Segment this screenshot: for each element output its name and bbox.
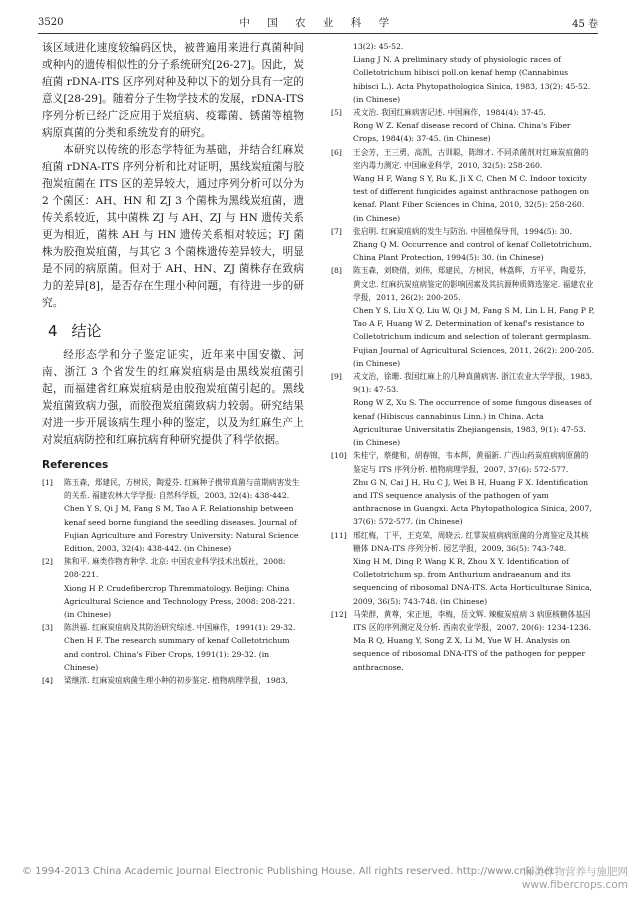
reference-number: [2]: [42, 557, 53, 567]
reference-text: 梁继浓. 红麻炭疽病菌生理小种的初步鉴定. 植物病理学报，1983,: [64, 676, 288, 686]
reference-number: [11]: [331, 530, 347, 540]
reference-number: [10]: [331, 451, 347, 461]
body-paragraph: 经形态学和分子鉴定证实，近年来中国安徽、河南、浙江 3 个省发生的红麻炭疽病是由黑线炭疽菌引起，而福建省红麻炭疽病是由胶孢炭疽菌引起的。黑线炭疽菌致病力强，而胶孢炭疽菌致病力较弱。研究结果对进一步开展该病生理小种的鉴定，以及为红麻生产上对炭疽病防控和红麻抗病育种研究提供了科学依据。: [42, 349, 304, 446]
reference-text: Rong W Z, Xu S. The occurrence of some fungous diseases of kenaf (Hibiscus cannabinus Linn.) in China. Acta Agriculturae Universitatis Zhejiangensis, 1983, 9(1): 47-53. (in Chinese): [353, 398, 592, 448]
reference-text: Zhang Q M. Occurrence and control of kenaf Colletotrichum. China Plant Protection, 1994(5): 30. (in Chinese): [353, 240, 592, 263]
watermark: [522, 866, 628, 892]
reference-continuation: 13(2): 45-52.: [353, 42, 404, 51]
reference-text: Zhu G N, Cai J H, Hu C J, Wei B H, Huang F X. Identification and ITS sequence analysis of the pathogen of yam anthracnose in Guangxi. Acta Phytopathologica Sinica, 2007, 37(6): 572-577. (in Chinese): [353, 477, 592, 527]
references-heading: References: [42, 459, 109, 471]
left-column: [42, 40, 304, 687]
reference-item: [331, 146, 595, 225]
running-header: [38, 14, 598, 30]
reference-item: [331, 106, 595, 146]
reference-text: 陈玉森，刘晓倩，刘伟，郑建民，方树民，林荔辉，方平平，陶爱芬，黄文忠. 红麻抗炭疽病鉴定的影响因素及其抗源种质筛选鉴定. 福建农业学报，2011, 26(2): 200-205.: [353, 266, 594, 302]
reference-text: 王会芳，王三勇，高凯，古训聪，陈绵才. 不同杀菌剂对红麻炭疽菌的室内毒力测定. 中国麻业科学，2010, 32(5): 258-260.: [353, 147, 589, 170]
reference-text: Xing H M, Ding P, Wang K R, Zhou X Y. Identification of Colletotrichum sp. from Anthurium andraeanum and its sequencing of ribosomal DNA-ITS. Acta Horticulturae Sinica, 2009, 36(5): 743-748. (in Chinese): [353, 556, 592, 606]
reference-number: [3]: [42, 623, 53, 633]
reference-item: [331, 608, 595, 674]
reference-number: [1]: [42, 478, 53, 487]
reference-text: 陈洪福. 红麻炭疽病及其防治研究综述. 中国麻作，1991(1): 29-32.: [64, 623, 296, 633]
reference-text: Chen Y S, Liu X Q, Liu W, Qi J M, Fang S M, Lin L H, Fang P P, Tao A F, Huang W Z. Determination of kenaf's resistance to Colletotrichum indicum and selection of tolerant germplasm. Fujian Journal of Agricultural Sciences, 2011, 26(2): 200-205. (in Chinese): [353, 306, 595, 368]
reference-text: Xiong H P. Crudefibercrop Thremmatology. Beijing: China Agricultural Science and Technology Press, 2008: 208-221. (in Chinese): [64, 583, 296, 620]
reference-text: 陈玉森，郑建民，方树民，陶爱芬. 红麻种子携带真菌与苗期病害发生的关系. 福建农林大学学报: 自然科学版，2003, 32(4): 438-442.: [64, 478, 300, 501]
reference-item: [42, 674, 304, 687]
reference-number: [6]: [331, 147, 342, 157]
header-rule: [38, 33, 598, 34]
reference-number: [9]: [331, 372, 342, 382]
reference-text: 熊和平. 麻类作物育种学. 北京: 中国农业科学技术出版社，2008: 208-221.: [64, 557, 286, 580]
reference-text: 戎文治，徐珊. 我国红麻上的几种真菌病害. 浙江农业大学学报，1983, 9(1): 47-53.: [353, 372, 593, 395]
reference-list: [42, 476, 304, 687]
reference-number: [5]: [331, 108, 342, 118]
reference-text: Chen Y S, Qi J M, Fang S M, Tao A F. Relationship between kenaf seed borne fungiand the seedling diseases. Journal of Fujian Agriculture and Forestry University: Natural Science Edition, 2003, 32(4): 438-442. (in Chinese): [64, 504, 299, 554]
reference-number: [4]: [42, 676, 53, 686]
reference-item: [42, 555, 304, 621]
watermark-name: 麻类作物营养与施肥网: [523, 866, 628, 878]
journal-title: 中 国 农 业 科 学: [239, 16, 397, 29]
reference-text: Ma R Q, Huang Y, Song Z X, Li M, Yue W H. Analysis on sequence of ribosomal DNA-ITS of the pathogen for pepper anthracnose.: [353, 636, 586, 672]
body-paragraph: 该区域进化速度较编码区快，被普遍用来进行真菌种间或种内的遗传相似性的分子系统研究[26-27]。因此，炭疽菌 rDNA-ITS 区序列对种及种以下的划分具有一定的意义[28-29]。随着分子生物学技术的发展，rDNA-ITS 序列分析已经广泛应用于炭疽病、疫霉菌、锈菌等植物病原真菌的分类和系统发育的研究。: [42, 42, 304, 139]
reference-item: [331, 529, 595, 608]
page-number: 3520: [38, 16, 64, 28]
reference-item: [42, 476, 304, 555]
reference-number: [12]: [331, 609, 347, 619]
reference-number: [7]: [331, 226, 342, 236]
reference-text: Chen H F. The research summary of kenaf Colletotrichum and control. China's Fiber Crops, 1991(1): 29-32. (in Chinese): [64, 636, 290, 672]
reference-number: [8]: [331, 266, 342, 276]
reference-text: 张启明. 红麻炭疽病的发生与防治. 中国植保导刊，1994(5): 30.: [353, 226, 572, 236]
reference-continuation: Liang J N. A preliminary study of physiologic races of Colletotrichum hibisci poll.on kenaf hemp (Cannabinus hibisci L.). Acta Phytopathologica Sinica, 1983, 13(2): 45-52. (in Chinese): [353, 55, 591, 104]
reference-text: 邢红梅，丁平，王克荣，周晓云. 红掌炭疽病病原菌的分离鉴定及其核糖体 DNA-ITS 序列分析. 园艺学报，2009, 36(5): 743-748.: [353, 530, 589, 553]
watermark-url: www.fibercrops.com: [521, 879, 628, 891]
right-column: [331, 40, 595, 674]
reference-text: 戎文治. 我国红麻病害记述. 中国麻作，1984(4): 37-45.: [353, 108, 546, 118]
reference-list: [331, 106, 595, 674]
section-heading: [48, 320, 304, 341]
reference-text: Wang H F, Wang S Y, Ru K, Ji X C, Chen M C. Indoor toxicity test of different fungicides against anthracnose pathogen on kenaf. Plant Fiber Sciences in China, 2010, 32(5): 258-260. (in Chinese): [353, 174, 590, 223]
reference-text: 朱桂宁，蔡健和，胡春锦，韦本辉，黄福新. 广西山药炭疽病病原菌的鉴定与 ITS 序列分析. 植物病理学报，2007, 37(6): 572-577.: [353, 451, 589, 474]
reference-text: 马荣群，黄尊，宋正旭，李梅，岳文辉. 辣椒炭疽病 3 病原核糖体基因 ITS 区的序列测定及分析. 西南农业学报，2007, 20(6): 1234-1236.: [353, 609, 592, 632]
section-title: 结论: [71, 322, 102, 340]
copyright-text: © 1994-2013 China Academic Journal Electronic Publishing House. All rights reserved. http://www.cnki.net: [22, 866, 554, 877]
body-paragraph: 本研究以传统的形态学特征为基础，并结合红麻炭疽菌 rDNA-ITS 序列分析和比对证明，黑线炭疽菌与胶孢炭疽菌在 ITS 区的差异较大，通过序列分析可以分为 2 个菌区：AH、HN 和 ZJ 3 个菌株为黑线炭疽菌，遗传关系较近，其中菌株 ZJ 与 AH、ZJ 与 HN 遗传关系更为相近，菌株 AH 与 HN 遗传关系相对较远；FJ 菌株为胶孢炭疽菌，与其它 3 个菌株遗传差异较大，明显是不同的病原菌。但对于 AH、HN、ZJ 菌株存在致病力的差异[8]，是否存在生理小种问题，有待进一步的研究。: [42, 144, 304, 309]
reference-item: [331, 264, 595, 370]
reference-item: [42, 621, 304, 674]
volume-label: 45 卷: [572, 18, 598, 30]
reference-item: [331, 225, 595, 265]
reference-item: [331, 370, 595, 449]
reference-item: [331, 449, 595, 528]
reference-text: Rong W Z. Kenaf disease record of China. China's Fiber Crops, 1984(4): 37-45. (in Chinese): [353, 121, 571, 144]
section-number: 4: [48, 322, 58, 340]
